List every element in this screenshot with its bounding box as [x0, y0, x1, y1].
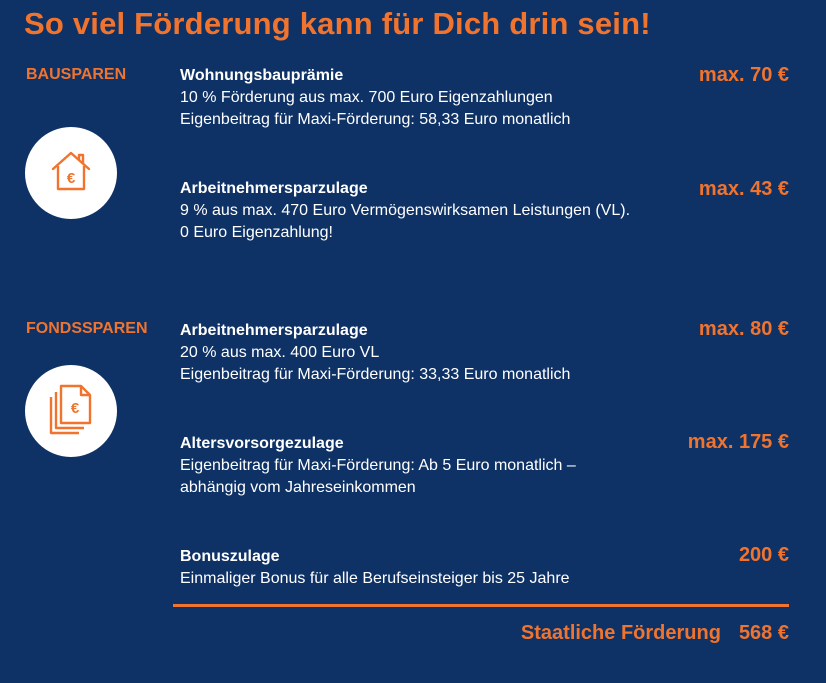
item-description: Eigenbeitrag für Maxi-Förderung: 33,33 Euro monatlich [180, 366, 571, 383]
list-item [180, 546, 790, 590]
total-amount: 568 € [738, 622, 789, 644]
page-title: So viel Förderung kann für Dich drin sein! [24, 6, 651, 41]
item-title: Arbeitnehmersparzulage [180, 322, 368, 339]
item-title: Arbeitnehmersparzulage [180, 180, 368, 197]
svg-text:€: € [70, 399, 80, 417]
total-row [521, 622, 789, 645]
item-title: Altersvorsorgezulage [180, 435, 344, 452]
svg-text:€: € [66, 169, 76, 187]
category-label-bausparen: BAUSPAREN [26, 66, 127, 83]
house-euro-icon [47, 147, 95, 200]
item-description: 10 % Förderung aus max. 700 Euro Eigenzahlungen [180, 89, 553, 106]
item-title: Wohnungsbauprämie [180, 67, 344, 84]
total-divider [173, 604, 789, 607]
item-description: Eigenbeitrag für Maxi-Förderung: 58,33 Euro monatlich [180, 111, 571, 128]
item-description: abhängig vom Jahreseinkommen [180, 479, 416, 496]
total-label: Staatliche Förderung [520, 622, 721, 644]
amount-value: max. 80 € [698, 318, 789, 340]
fondssparen-icon-circle [25, 365, 117, 457]
amount-value: 200 € [738, 544, 789, 566]
bausparen-icon-circle [25, 127, 117, 219]
item-description: Einmaliger Bonus für alle Berufseinsteiger bis 25 Jahre [180, 570, 570, 587]
item-description: Eigenbeitrag für Maxi-Förderung: Ab 5 Euro monatlich – [180, 457, 576, 474]
item-description: 0 Euro Eigenzahlung! [180, 224, 333, 241]
item-description: 20 % aus max. 400 Euro VL [180, 344, 380, 361]
amount-value: max. 70 € [698, 64, 789, 86]
item-description: 9 % aus max. 470 Euro Vermögenswirksamen Leistungen (VL). [180, 202, 631, 219]
category-label-fondssparen: FONDSSPAREN [26, 320, 148, 337]
amount-value: max. 43 € [698, 178, 789, 200]
item-title: Bonuszulage [180, 548, 280, 565]
amount-value: max. 175 € [687, 431, 789, 453]
euro-documents-icon [45, 381, 97, 442]
